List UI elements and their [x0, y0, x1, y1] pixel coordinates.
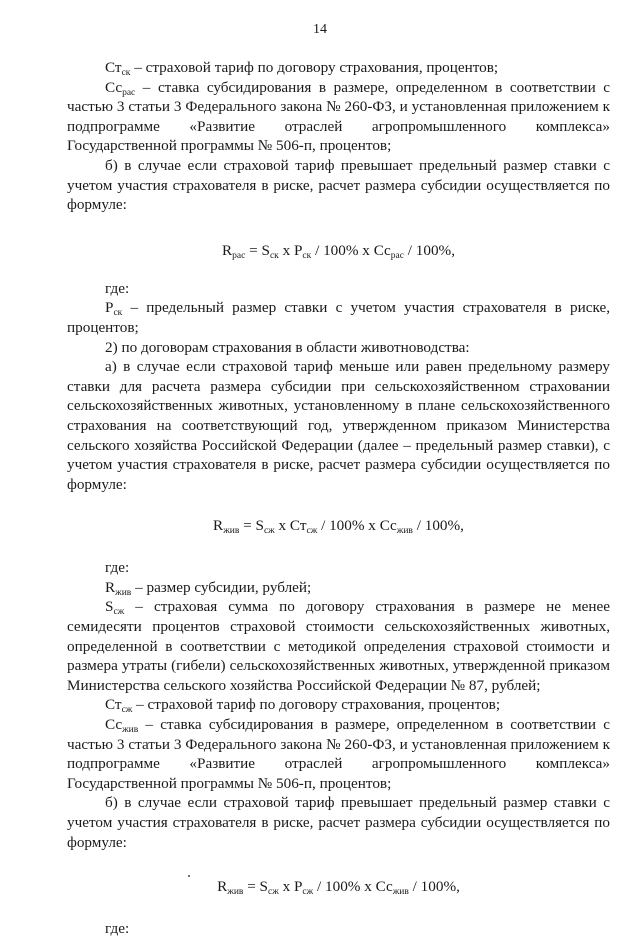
text-run: = S — [239, 517, 264, 535]
paragraph — [67, 279, 610, 299]
paragraph — [67, 597, 610, 695]
scan-speck — [188, 875, 190, 877]
subscript: рас — [122, 87, 136, 98]
text-run: – предельный размер ставки с учетом участия страхователя в риске, процентов; — [67, 299, 610, 336]
paragraph — [67, 357, 610, 494]
subscript: сж — [263, 526, 275, 537]
text-run: = S — [245, 241, 270, 259]
text-run: R — [222, 241, 233, 259]
text-run: / 100% x Сс — [311, 241, 391, 259]
subscript: ск — [113, 308, 123, 319]
text-run: R — [213, 517, 224, 535]
paragraph — [67, 338, 610, 358]
paragraph — [67, 695, 610, 715]
text-run: x Р — [278, 878, 303, 896]
subscript: сж — [268, 887, 279, 898]
text-run: – ставка субсидирования в размере, определенном в соответствии с частью 3 статьи 3 Федерального закона № 260-ФЗ, и установленная приложением к подпрограмме «Развитие отраслей агропромышленного комплекса» Государственной программы № 506-п, процентов; — [67, 78, 610, 155]
subscript: сж — [121, 705, 133, 716]
text-run: – размер субсидии, рублей; — [131, 578, 312, 596]
text-run: 2) по договорам страхования в области животноводства: — [105, 338, 470, 356]
paragraph — [67, 156, 610, 215]
formula — [67, 516, 610, 536]
subscript: жив — [223, 526, 240, 537]
text-run: S — [105, 598, 114, 616]
paragraph — [67, 919, 610, 939]
text-run: а) в случае если страховой тариф меньше или равен предельному размеру ставки для расчета размера субсидии при сельскохозяйственном страховании сельскохозяйственных животных, установленному в плане сельскохозяйственного страхования на соответствующий год, утвержденном приказом Министерства сельского хозяйства Российской Федерации (далее – предельный размер ставки), с учетом участия страхователя в риске, расчет размера субсидии осуществляется по формуле: — [67, 358, 610, 493]
paragraph — [67, 578, 610, 598]
formula — [67, 877, 610, 897]
subscript: жив — [227, 887, 244, 898]
text-run: – страховой тариф по договору страхования, процентов; — [132, 696, 501, 714]
text-run: / 100%, — [408, 878, 460, 896]
page-number: 14 — [313, 22, 327, 37]
subscript: сж — [113, 607, 125, 618]
text-run: / 100%, — [403, 241, 455, 259]
text-run: / 100%, — [412, 517, 464, 535]
subscript: сж — [306, 526, 318, 537]
text-run: R — [217, 878, 228, 896]
text-run: Ст — [105, 696, 122, 714]
subscript: жив — [392, 887, 409, 898]
text-run: R — [105, 578, 116, 596]
subscript: ск — [302, 250, 312, 261]
subscript: ск — [269, 250, 279, 261]
text-run: – страховая сумма по договору страхования в размере не менее семидесяти процентов страховой стоимости сельскохозяйственных животных, определенной в соответствии с методикой определения страховой стоимости и размера утраты (гибели) сельскохозяйственных животных, утвержденной приказом Министерства сельского хозяйства Российской Федерации № 87, рублей; — [67, 598, 610, 694]
paragraph — [67, 78, 610, 156]
formula-spacer — [67, 852, 610, 877]
text-run: Р — [105, 299, 114, 317]
text-run: б) в случае если страховой тариф превышает предельный размер ставки с учетом участия страхователя в риске, расчет размера субсидии осуществляется по формуле: — [67, 156, 610, 214]
subscript: рас — [232, 250, 246, 261]
text-run: / 100% x Сс — [313, 878, 393, 896]
text-run: x Р — [278, 241, 303, 259]
paragraph — [67, 715, 610, 793]
formula — [67, 241, 610, 261]
text-run: где: — [105, 920, 130, 938]
formula-spacer — [67, 215, 610, 241]
paragraph — [67, 58, 610, 78]
formula-spacer — [67, 494, 610, 516]
text-run: = S — [243, 878, 268, 896]
subscript: жив — [122, 725, 139, 736]
subscript: ск — [121, 68, 131, 78]
document-body — [67, 58, 610, 939]
text-run: где: — [105, 559, 130, 577]
text-run: Сс — [105, 716, 123, 734]
text-run: x Ст — [274, 517, 307, 535]
text-run: б) в случае если страховой тариф превышает предельный размер ставки с учетом участия страхователя в риске, расчет размера субсидии осуществляется по формуле: — [67, 794, 610, 851]
text-run: Сс — [105, 78, 123, 96]
text-run: – ставка субсидирования в размере, определенном в соответствии с частью 3 статьи 3 Федерального закона № 260-ФЗ, и установленная приложением к подпрограмме «Развитие отраслей агропромышленного комплекса» Государственной программы № 506-п, процентов; — [67, 716, 610, 792]
text-run: Ст — [105, 59, 122, 76]
text-run: где: — [105, 279, 130, 297]
paragraph — [67, 298, 610, 337]
text-run: – страховой тариф по договору страхования, процентов; — [130, 59, 499, 76]
subscript: сж — [302, 887, 314, 898]
subscript: жив — [115, 587, 132, 598]
subscript: рас — [390, 250, 404, 261]
subscript: жив — [396, 526, 413, 537]
paragraph — [67, 793, 610, 852]
paragraph — [67, 558, 610, 578]
text-run: / 100% x Сс — [317, 517, 397, 535]
